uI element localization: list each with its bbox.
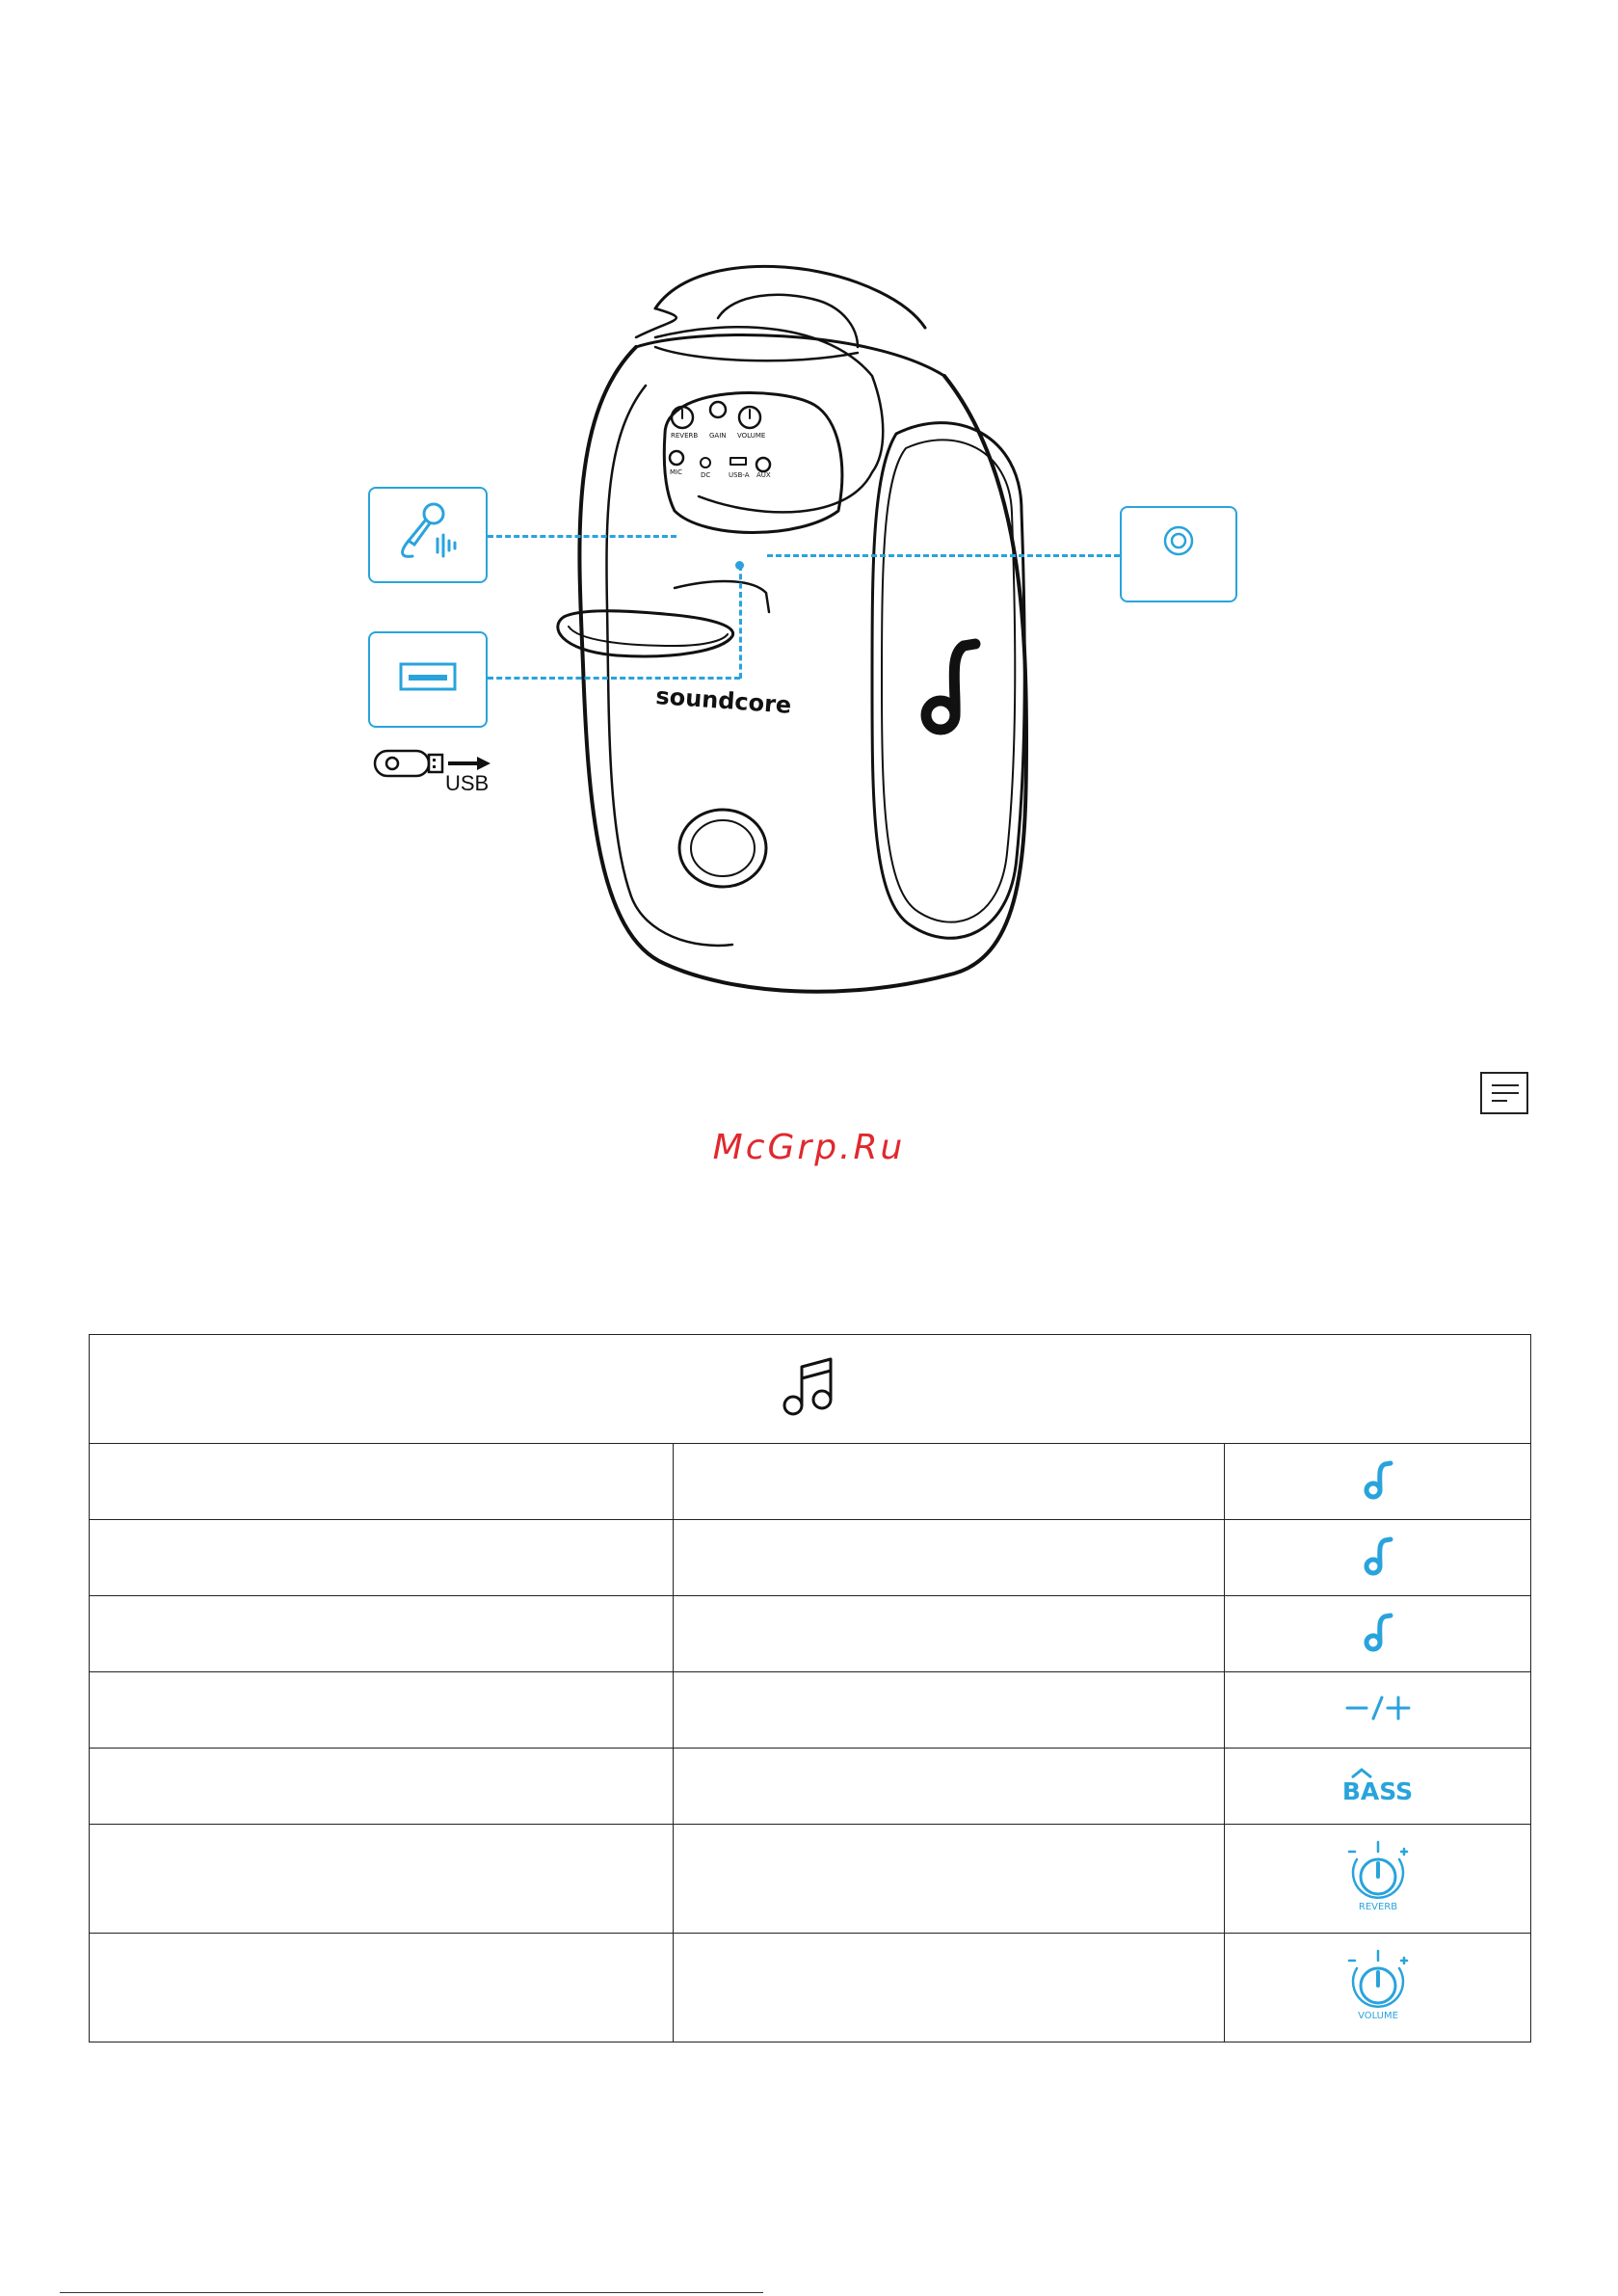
soundcore-logo-icon <box>1359 1532 1397 1580</box>
table-cell-icon <box>1225 1444 1531 1520</box>
table-row <box>90 1444 1531 1520</box>
table-cell-operation <box>674 1596 1225 1672</box>
usb-port-label: USB-A <box>729 471 750 479</box>
table-cell-operation <box>674 1749 1225 1825</box>
usb-drive-label: USB <box>445 771 490 795</box>
table-cell-operation <box>674 1934 1225 2042</box>
speaker-illustration <box>540 260 1079 1022</box>
footer-rule <box>60 2292 763 2293</box>
usb-connection-dot <box>735 561 744 570</box>
table-cell-function <box>90 1672 674 1749</box>
dc-port-label: DC <box>701 471 711 479</box>
reverb-knob-icon <box>1339 1840 1417 1913</box>
usb-port-icon <box>370 633 486 726</box>
usb-connection-vertical <box>739 565 742 679</box>
aux-input-box <box>1120 506 1237 602</box>
gain-label: GAIN <box>709 432 727 440</box>
microphone-icon <box>370 489 486 581</box>
table-cell-icon <box>1225 1934 1531 2042</box>
volume-knob-icon <box>1339 1949 1417 2022</box>
table-cell-function <box>90 1520 674 1596</box>
reverb-knob-label: REVERB <box>1358 1901 1397 1912</box>
usb-connection-line <box>488 677 740 680</box>
table-row <box>90 1672 1531 1749</box>
notes-icon[interactable] <box>1480 1072 1528 1114</box>
table-cell-icon <box>1225 1749 1531 1825</box>
table-row <box>90 1520 1531 1596</box>
music-note-icon <box>780 1353 841 1421</box>
table-header <box>90 1335 1531 1444</box>
watermark: McGrp.Ru <box>712 1128 906 1167</box>
soundcore-logo-icon <box>1359 1608 1397 1656</box>
table-cell-function <box>90 1596 674 1672</box>
table-cell-function <box>90 1444 674 1520</box>
soundcore-logo-icon <box>1359 1455 1397 1504</box>
table-cell-icon <box>1225 1596 1531 1672</box>
table-cell-operation <box>674 1825 1225 1934</box>
table-cell-operation <box>674 1672 1225 1749</box>
table-row <box>90 1749 1531 1825</box>
mic-connection-line <box>488 535 676 538</box>
brand-wordmark: soundcore <box>654 682 793 719</box>
table-row <box>90 1596 1531 1672</box>
function-table <box>89 1334 1531 2042</box>
volume-knob-label: VOLUME <box>1357 2010 1398 2021</box>
table-row <box>90 1825 1531 1934</box>
aux-port-label: AUX <box>756 471 771 479</box>
mic-port-label: MIC <box>670 468 682 476</box>
bass-text: BASS <box>1341 1776 1414 1805</box>
usb-input-box <box>368 631 488 728</box>
table-cell-icon <box>1225 1672 1531 1749</box>
table-cell-icon <box>1225 1825 1531 1934</box>
table-cell-function <box>90 1825 674 1934</box>
aux-connection-line <box>767 554 1120 557</box>
table-cell-function <box>90 1749 674 1825</box>
minus-plus-icon <box>1343 1692 1413 1724</box>
bass-icon <box>1342 1768 1413 1805</box>
reverb-label: REVERB <box>671 432 699 440</box>
table-cell-icon <box>1225 1520 1531 1596</box>
table-cell-operation <box>674 1520 1225 1596</box>
table-cell-function <box>90 1934 674 2042</box>
microphone-input-box <box>368 487 488 583</box>
table-row <box>90 1934 1531 2042</box>
aux-in-icon <box>1122 508 1235 601</box>
volume-label: VOLUME <box>737 432 766 440</box>
table-cell-operation <box>674 1444 1225 1520</box>
